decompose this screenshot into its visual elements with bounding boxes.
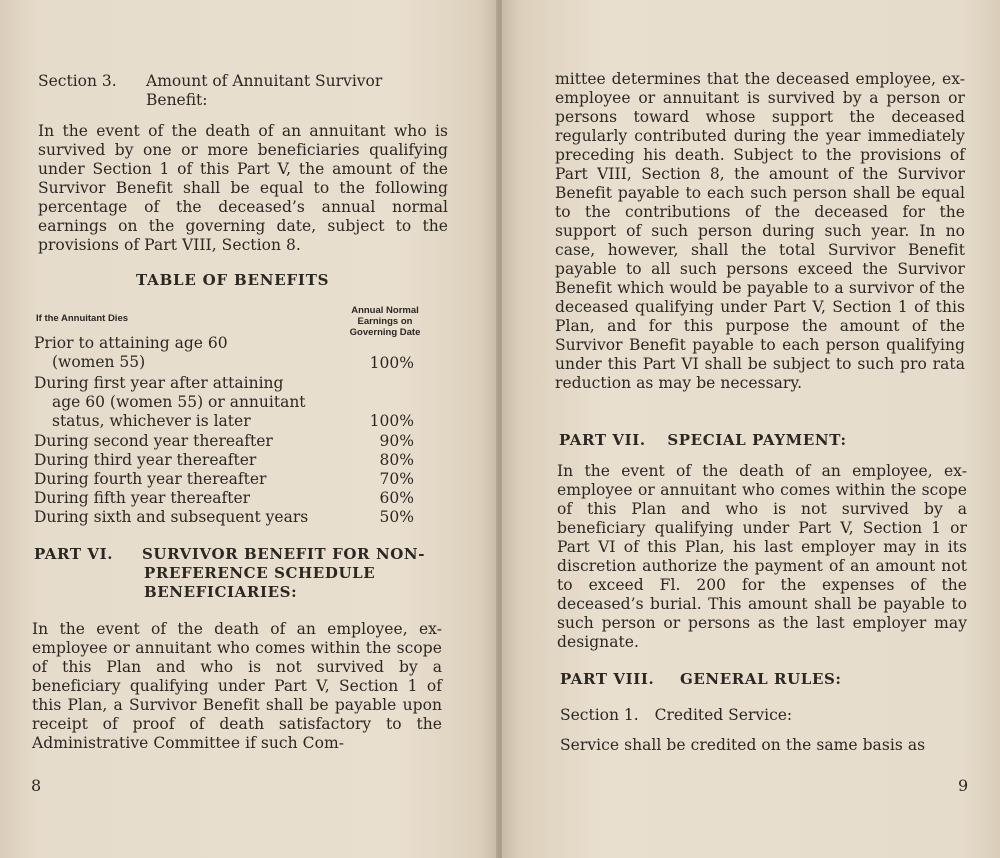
section-title: Credited Service: xyxy=(654,706,793,724)
part-6-paragraph: In the event of the death of an employee, ex-employee or annuitant who comes within the scope of this Plan and who is not survived by a beneficiary qualifying under Part V, Section 1 of this Plan, a Survivor Benefit shall be payable upon receipt of proof of death satisfactory to the Administrative Committee if such Com- xyxy=(32,620,442,752)
row-value: 60% xyxy=(379,489,414,507)
section-1-paragraph: Service shall be credited on the same basis as xyxy=(560,736,926,754)
part-title: GENERAL RULES: xyxy=(679,670,842,688)
table-row xyxy=(34,374,414,432)
section-title: Amount of Annuitant Survivor Benefit: xyxy=(146,72,383,109)
section-number: Section 1. xyxy=(560,706,639,724)
table-row xyxy=(34,508,414,527)
row-label: During fifth year thereafter xyxy=(34,489,251,507)
table-row xyxy=(34,489,414,508)
part-7-heading xyxy=(559,431,979,450)
row-value: 100% xyxy=(369,412,414,430)
left-page xyxy=(0,0,498,858)
table-col-right-header: Annual Normal Earnings on Governing Date xyxy=(349,305,421,338)
table-row xyxy=(34,451,414,470)
part-title: SURVIVOR BENEFIT FOR NON- PREFERENCE SCHEDULE BENEFICIARIES: xyxy=(142,545,426,601)
part-8-heading xyxy=(560,670,980,689)
row-label: During fourth year thereafter xyxy=(34,470,267,488)
row-value: 90% xyxy=(379,432,414,450)
row-label: Prior to attaining age 60 (women 55) xyxy=(34,334,228,371)
section-1-heading xyxy=(560,706,980,725)
section-3-heading xyxy=(38,72,458,112)
part-7-paragraph: In the event of the death of an employee, ex-employee or annuitant who comes within the scope of this Plan and who is not survived by a beneficiary qualifying under Part V, Section 1 or Part VI of this Plan, his last employer may in its discretion authorize the payment of an amount not to exceed Fl. 200 for the expenses of the deceased’s burial. This amount shall be payable to such person or persons as the last employer may designate. xyxy=(557,462,967,651)
part-6-heading xyxy=(34,545,454,605)
table-title: TABLE OF BENEFITS xyxy=(136,271,330,289)
part-number: PART VI. xyxy=(34,545,114,563)
table-row xyxy=(34,470,414,489)
table-row xyxy=(34,334,414,374)
part-number: PART VIII. xyxy=(560,670,655,688)
page-number: 9 xyxy=(958,776,969,795)
page-number: 8 xyxy=(31,776,42,795)
table-row xyxy=(34,432,414,451)
row-label: During third year thereafter xyxy=(34,451,257,469)
table-col-left-header: If the Annuitant Dies xyxy=(36,313,129,324)
part-6-continued-paragraph: mittee determines that the deceased employee, ex-employee or annuitant is survived by a person or persons toward whose support the deceased regularly contributed during the year immediately preceding his death. Subject to the provisions of Part VIII, Section 8, the amount of the Survivor Benefit payable to each such person shall be equal to the contributions of the deceased for the support of such person during such year. In no case, however, shall the total Survivor Benefit payable to all such persons exceed the Survivor Benefit which would be payable to a survivor of the deceased qualifying under Part V, Section 1 of this Plan, and for this purpose the amount of the Survivor Benefit payable to each person qualifying under this Part VI shall be subject to such pro rata reduction as may be necessary. xyxy=(555,70,965,392)
row-label: During second year thereafter xyxy=(34,432,273,450)
section-3-paragraph: In the event of the death of an annuitant who is survived by one or more beneficiaries qualifying under Section 1 of this Part V, the amount of the Survivor Benefit shall be equal to the following percentage of the deceased’s annual normal earnings on the governing date, subject to the provisions of Part VIII, Section 8. xyxy=(38,122,448,254)
part-number: PART VII. xyxy=(559,431,646,449)
row-label: During first year after attaining age 60 (women 55) or annuitant status, whichever is later xyxy=(34,374,306,430)
part-title: SPECIAL PAYMENT: xyxy=(667,431,847,449)
row-value: 100% xyxy=(369,354,414,372)
row-value: 80% xyxy=(379,451,414,469)
section-number: Section 3. xyxy=(38,72,117,90)
row-value: 70% xyxy=(379,470,414,488)
row-value: 50% xyxy=(379,508,414,526)
right-page xyxy=(502,0,1000,858)
row-label: During sixth and subsequent years xyxy=(34,508,309,526)
